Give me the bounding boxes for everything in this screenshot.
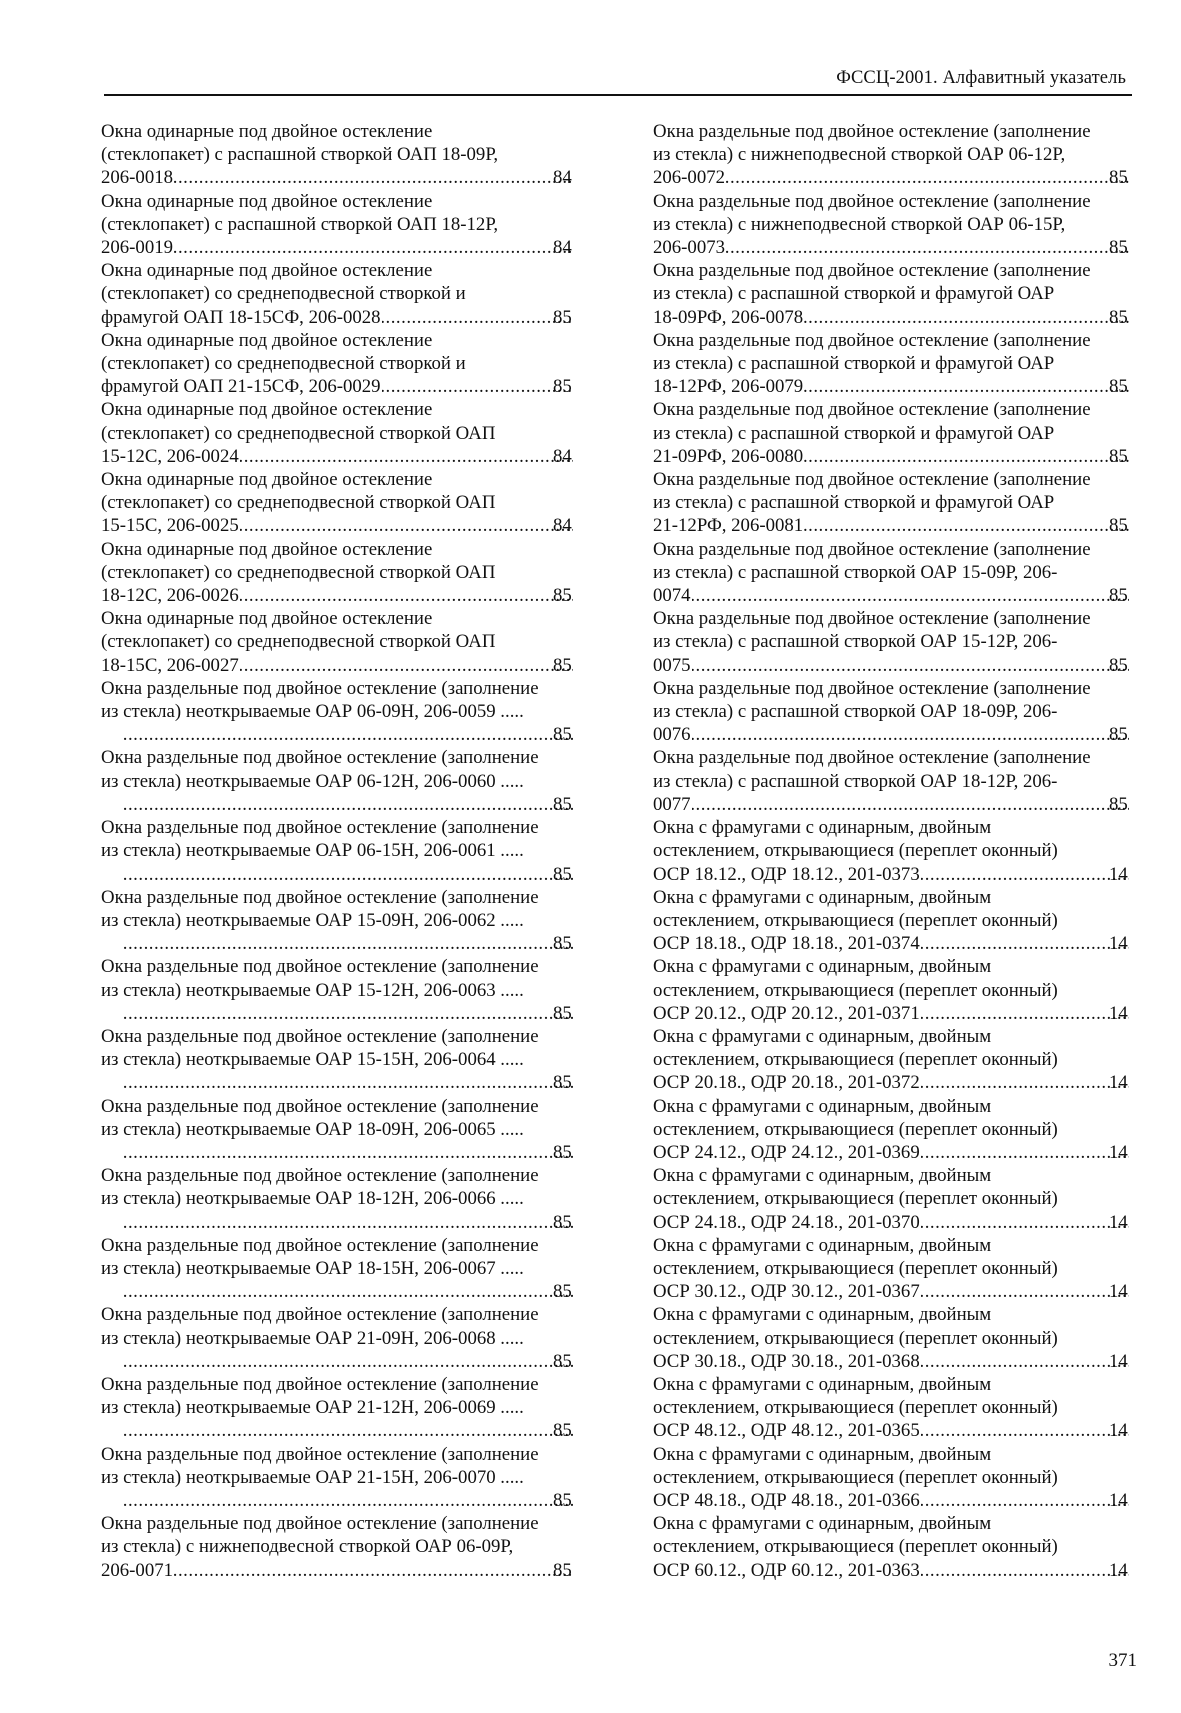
- entry-text-line: (стеклопакет) со среднеподвесной створкой ОАП: [101, 561, 496, 583]
- entry-code: 21-09РФ, 206-0080: [653, 445, 804, 467]
- entry-text-line: Окна раздельные под двойное остекление (заполнение: [101, 886, 539, 908]
- entry-text-line: Окна с фрамугами с одинарным, двойным: [653, 1443, 992, 1465]
- entry-code: 18-12РФ, 206-0079: [653, 376, 804, 398]
- entry-text-line: из стекла) с нижнеподвесной створкой ОАР 06-09Р,: [101, 1536, 514, 1558]
- entry-reference-line: 18-15С, 206-0027 ..... 85: [123, 654, 575, 677]
- index-entry: [653, 259, 1131, 329]
- dot-leader: [804, 375, 1129, 398]
- entry-reference-line: ..... 85: [123, 1071, 575, 1094]
- entry-reference-line: ..... 85: [123, 932, 575, 955]
- entry-code: ОСР 24.12., ОДР 24.12., 201-0369: [653, 1141, 920, 1163]
- entry-text-line: из стекла) с распашной створкой и фрамугой ОАР: [653, 283, 1055, 305]
- entry-text-line: из стекла) неоткрываемые ОАР 18-15Н, 206-0067 .....: [101, 1257, 524, 1279]
- entry-reference-line: 206-0018 ..... 84: [123, 166, 575, 189]
- entry-code: фрамугой ОАП 21-15СФ, 206-0029: [101, 376, 381, 398]
- index-entry: [101, 120, 575, 190]
- entry-text-line: остеклением, открывающиеся (переплет оконный): [653, 1118, 1058, 1140]
- dot-leader: [240, 584, 573, 607]
- index-entry: [101, 190, 575, 260]
- index-entry: [653, 190, 1131, 260]
- index-column-right: [653, 120, 1131, 1582]
- entry-text-line: Окна одинарные под двойное остекление: [101, 329, 433, 351]
- entry-text-line: из стекла) с распашной створкой ОАР 18-09Р, 206-: [653, 701, 1058, 723]
- entry-code: 18-12С, 206-0026: [101, 585, 239, 607]
- entry-text-line: Окна раздельные под двойное остекление (заполнение: [101, 1095, 539, 1117]
- index-entry: [101, 468, 575, 538]
- page-header: [104, 66, 1132, 96]
- dot-leader: [921, 1350, 1129, 1373]
- entry-text-line: из стекла) с распашной створкой и фрамугой ОАР: [653, 422, 1055, 444]
- entry-reference-line: 0077 ..... 85: [675, 793, 1131, 816]
- entry-code: ОСР 18.18., ОДР 18.18., 201-0374: [653, 933, 920, 955]
- entry-text-line: из стекла) неоткрываемые ОАР 15-15Н, 206-0064 .....: [101, 1049, 524, 1071]
- dot-leader: [921, 1071, 1129, 1094]
- entry-text-line: (стеклопакет) с распашной створкой ОАП 18-09Р,: [101, 144, 499, 166]
- dot-leader: [921, 932, 1129, 955]
- entry-text-line: Окна одинарные под двойное остекление: [101, 121, 433, 142]
- entry-reference-line: ОСР 20.12., ОДР 20.12., 201-0371 ..... 14: [675, 1002, 1131, 1025]
- entry-reference-line: ..... 85: [123, 793, 575, 816]
- entry-text-line: из стекла) с распашной створкой ОАР 15-12Р, 206-: [653, 631, 1058, 653]
- entry-text-line: из стекла) неоткрываемые ОАР 21-09Н, 206-0068 .....: [101, 1327, 524, 1349]
- index-entry: [653, 1095, 1131, 1165]
- entry-code: 18-15С, 206-0027: [101, 654, 239, 676]
- index-entry: [653, 816, 1131, 886]
- entry-text-line: Окна раздельные под двойное остекление (заполнение: [653, 260, 1091, 282]
- entry-code: ОСР 30.12., ОДР 30.12., 201-0367: [653, 1281, 920, 1303]
- entry-text-line: Окна с фрамугами с одинарным, двойным: [653, 1373, 992, 1395]
- index-entry: [101, 329, 575, 399]
- entry-text-line: из стекла) неоткрываемые ОАР 06-12Н, 206-0060 .....: [101, 770, 524, 792]
- dot-leader: [692, 584, 1129, 607]
- index-entry: [653, 468, 1131, 538]
- dot-leader: [240, 514, 573, 537]
- entry-text-line: Окна с фрамугами с одинарным, двойным: [653, 1513, 992, 1535]
- index-entry: [101, 1512, 575, 1582]
- entry-text-line: из стекла) неоткрываемые ОАР 18-12Н, 206-0066 .....: [101, 1188, 524, 1210]
- dot-leader: [382, 306, 573, 329]
- entry-text-line: (стеклопакет) со среднеподвесной створкой и: [101, 353, 466, 375]
- entry-reference-line: 18-12РФ, 206-0079 ..... 85: [675, 375, 1131, 398]
- dot-leader: [921, 1002, 1129, 1025]
- index-entry: [653, 1303, 1131, 1373]
- dot-leader: [921, 863, 1129, 886]
- index-entry: [101, 816, 575, 886]
- entry-code: 206-0073: [653, 237, 725, 259]
- index-entry: [653, 886, 1131, 956]
- entry-reference-line: 0076 ..... 85: [675, 723, 1131, 746]
- entry-text-line: Окна раздельные под двойное остекление (заполнение: [101, 1234, 539, 1256]
- index-entry: [653, 955, 1131, 1025]
- dot-leader: [921, 1489, 1129, 1512]
- entry-text-line: Окна раздельные под двойное остекление (заполнение: [653, 747, 1091, 769]
- entry-code: ОСР 20.18., ОДР 20.18., 201-0372: [653, 1072, 920, 1094]
- entry-reference-line: ..... 85: [123, 863, 575, 886]
- entry-text-line: Окна с фрамугами с одинарным, двойным: [653, 1304, 992, 1326]
- entry-reference-line: ОСР 30.18., ОДР 30.18., 201-0368 ..... 14: [675, 1350, 1131, 1373]
- entry-text-line: Окна одинарные под двойное остекление: [101, 190, 433, 212]
- index-entry: [653, 538, 1131, 608]
- entry-reference-line: ОСР 60.12., ОДР 60.12., 201-0363 ..... 14: [675, 1559, 1131, 1582]
- entry-reference-line: ..... 85: [123, 723, 575, 746]
- entry-text-line: Окна раздельные под двойное остекление (заполнение: [101, 817, 539, 839]
- entry-text-line: Окна одинарные под двойное остекление: [101, 260, 433, 282]
- entry-text-line: (стеклопакет) со среднеподвесной створкой ОАП: [101, 631, 496, 653]
- entry-text-line: Окна раздельные под двойное остекление (заполнение: [101, 1373, 539, 1395]
- entry-text-line: Окна раздельные под двойное остекление (заполнение: [653, 538, 1091, 560]
- dot-leader: [692, 654, 1129, 677]
- entry-text-line: из стекла) неоткрываемые ОАР 06-09Н, 206-0059 .....: [101, 701, 524, 723]
- entry-code: ОСР 24.18., ОДР 24.18., 201-0370: [653, 1211, 920, 1233]
- entry-text-line: Окна раздельные под двойное остекление (заполнение: [653, 469, 1091, 491]
- entry-text-line: из стекла) неоткрываемые ОАР 15-12Н, 206-0063 .....: [101, 979, 524, 1001]
- entry-text-line: из стекла) с нижнеподвесной створкой ОАР 06-12Р,: [653, 144, 1066, 166]
- index-entry: [653, 1512, 1131, 1582]
- entry-code: фрамугой ОАП 18-15СФ, 206-0028: [101, 306, 381, 328]
- dot-leader: [124, 1071, 573, 1094]
- entry-code: 206-0071: [101, 1559, 173, 1581]
- entry-text-line: Окна раздельные под двойное остекление (заполнение: [653, 329, 1091, 351]
- entry-text-line: из стекла) неоткрываемые ОАР 15-09Н, 206-0062 .....: [101, 909, 524, 931]
- index-entry: [101, 1164, 575, 1234]
- entry-text-line: из стекла) неоткрываемые ОАР 06-15Н, 206-0061 .....: [101, 840, 524, 862]
- entry-text-line: Окна раздельные под двойное остекление (заполнение: [653, 608, 1091, 630]
- entry-text-line: Окна раздельные под двойное остекление (заполнение: [653, 121, 1091, 142]
- entry-reference-line: 15-15С, 206-0025 ..... 84: [123, 514, 575, 537]
- entry-text-line: (стеклопакет) со среднеподвесной створкой ОАП: [101, 492, 496, 514]
- dot-leader: [124, 723, 573, 746]
- index-entry: [653, 120, 1131, 190]
- dot-leader: [692, 793, 1129, 816]
- index-entry: [101, 886, 575, 956]
- entry-reference-line: 21-12РФ, 206-0081 ..... 85: [675, 514, 1131, 537]
- dot-leader: [921, 1419, 1129, 1442]
- dot-leader: [124, 1141, 573, 1164]
- dot-leader: [692, 723, 1129, 746]
- dot-leader: [124, 1280, 573, 1303]
- entry-reference-line: ОСР 24.18., ОДР 24.18., 201-0370 ..... 14: [675, 1211, 1131, 1234]
- entry-text-line: (стеклопакет) со среднеподвесной створкой и: [101, 283, 466, 305]
- dot-leader: [174, 236, 573, 259]
- entry-text-line: Окна раздельные под двойное остекление (заполнение: [101, 1443, 539, 1465]
- entry-text-line: из стекла) с распашной створкой ОАР 15-09Р, 206-: [653, 561, 1058, 583]
- index-entry: [653, 1443, 1131, 1513]
- entry-reference-line: фрамугой ОАП 21-15СФ, 206-0029 ..... 85: [123, 375, 575, 398]
- entry-code: 0074: [653, 585, 691, 607]
- dot-leader: [124, 1211, 573, 1234]
- entry-text-line: из стекла) неоткрываемые ОАР 21-12Н, 206-0069 .....: [101, 1397, 524, 1419]
- entry-reference-line: 0074 ..... 85: [675, 584, 1131, 607]
- entry-text-line: Окна раздельные под двойное остекление (заполнение: [101, 747, 539, 769]
- entry-reference-line: 206-0073 ..... 85: [675, 236, 1131, 259]
- entry-reference-line: ОСР 18.12., ОДР 18.12., 201-0373 ..... 14: [675, 863, 1131, 886]
- dot-leader: [804, 306, 1129, 329]
- entry-text-line: из стекла) с распашной створкой ОАР 18-12Р, 206-: [653, 770, 1058, 792]
- index-entry: [101, 1303, 575, 1373]
- entry-code: 0075: [653, 654, 691, 676]
- entry-text-line: Окна с фрамугами с одинарным, двойным: [653, 1025, 992, 1047]
- entry-text-line: из стекла) с распашной створкой и фрамугой ОАР: [653, 353, 1055, 375]
- index-entry: [101, 1025, 575, 1095]
- entry-reference-line: ОСР 24.12., ОДР 24.12., 201-0369 ..... 14: [675, 1141, 1131, 1164]
- entry-code: 15-15С, 206-0025: [101, 515, 239, 537]
- dot-leader: [124, 1489, 573, 1512]
- entry-reference-line: 18-09РФ, 206-0078 ..... 85: [675, 306, 1131, 329]
- entry-code: 0077: [653, 793, 691, 815]
- index-entry: [653, 746, 1131, 816]
- dot-leader: [804, 445, 1129, 468]
- index-entry: [653, 1164, 1131, 1234]
- entry-reference-line: ..... 85: [123, 1141, 575, 1164]
- entry-text-line: Окна одинарные под двойное остекление: [101, 469, 433, 491]
- entry-text-line: Окна раздельные под двойное остекление (заполнение: [653, 399, 1091, 421]
- entry-text-line: Окна раздельные под двойное остекление (заполнение: [101, 1165, 539, 1187]
- entry-code: ОСР 60.12., ОДР 60.12., 201-0363: [653, 1559, 920, 1581]
- entry-text-line: Окна одинарные под двойное остекление: [101, 608, 433, 630]
- page-number: 371: [1108, 1650, 1137, 1671]
- index-entry: [653, 1373, 1131, 1443]
- entry-reference-line: ОСР 20.18., ОДР 20.18., 201-0372 ..... 14: [675, 1071, 1131, 1094]
- entry-reference-line: 21-09РФ, 206-0080 ..... 85: [675, 445, 1131, 468]
- entry-text-line: остеклением, открывающиеся (переплет оконный): [653, 1327, 1058, 1349]
- entry-text-line: Окна раздельные под двойное остекление (заполнение: [101, 1025, 539, 1047]
- entry-reference-line: ..... 85: [123, 1419, 575, 1442]
- entry-text-line: Окна раздельные под двойное остекление (заполнение: [653, 677, 1091, 699]
- entry-text-line: (стеклопакет) с распашной створкой ОАП 18-12Р,: [101, 213, 499, 235]
- entry-code: 15-12С, 206-0024: [101, 445, 239, 467]
- entry-reference-line: 206-0071 ..... 85: [123, 1559, 575, 1582]
- entry-reference-line: ..... 85: [123, 1489, 575, 1512]
- entry-reference-line: 206-0019 ..... 84: [123, 236, 575, 259]
- entry-reference-line: ОСР 48.12., ОДР 48.12., 201-0365 ..... 14: [675, 1419, 1131, 1442]
- index-entry: [101, 955, 575, 1025]
- dot-leader: [921, 1559, 1129, 1582]
- entry-text-line: остеклением, открывающиеся (переплет оконный): [653, 1466, 1058, 1488]
- entry-text-line: остеклением, открывающиеся (переплет оконный): [653, 1397, 1058, 1419]
- entry-reference-line: ..... 85: [123, 1280, 575, 1303]
- entry-code: 18-09РФ, 206-0078: [653, 306, 804, 328]
- entry-text-line: Окна с фрамугами с одинарным, двойным: [653, 886, 992, 908]
- index-entry: [101, 1373, 575, 1443]
- entry-text-line: Окна раздельные под двойное остекление (заполнение: [101, 956, 539, 978]
- entry-reference-line: ..... 85: [123, 1211, 575, 1234]
- entry-code: ОСР 20.12., ОДР 20.12., 201-0371: [653, 1002, 920, 1024]
- entry-code: 206-0018: [101, 167, 173, 189]
- entry-reference-line: 15-12С, 206-0024 ..... 84: [123, 445, 575, 468]
- entry-reference-line: ОСР 30.12., ОДР 30.12., 201-0367 ..... 14: [675, 1280, 1131, 1303]
- entry-text-line: остеклением, открывающиеся (переплет оконный): [653, 1188, 1058, 1210]
- entry-reference-line: 0075 ..... 85: [675, 654, 1131, 677]
- entry-code: ОСР 18.12., ОДР 18.12., 201-0373: [653, 863, 920, 885]
- entry-text-line: Окна одинарные под двойное остекление: [101, 399, 433, 421]
- entry-code: 0076: [653, 724, 691, 746]
- entry-text-line: из стекла) неоткрываемые ОАР 21-15Н, 206-0070 .....: [101, 1466, 524, 1488]
- dot-leader: [804, 514, 1129, 537]
- index-entry: [653, 329, 1131, 399]
- index-entry: [101, 1095, 575, 1165]
- entry-text-line: Окна с фрамугами с одинарным, двойным: [653, 1165, 992, 1187]
- entry-code: 206-0072: [653, 167, 725, 189]
- entry-text-line: остеклением, открывающиеся (переплет оконный): [653, 1049, 1058, 1071]
- entry-text-line: (стеклопакет) со среднеподвесной створкой ОАП: [101, 422, 496, 444]
- dot-leader: [124, 863, 573, 886]
- dot-leader: [921, 1141, 1129, 1164]
- entry-reference-line: ..... 85: [123, 1002, 575, 1025]
- entry-code: ОСР 48.12., ОДР 48.12., 201-0365: [653, 1420, 920, 1442]
- index-column-left: [101, 120, 575, 1582]
- index-entry: [101, 677, 575, 747]
- index-entry: [101, 259, 575, 329]
- index-entry: [101, 607, 575, 677]
- dot-leader: [124, 1002, 573, 1025]
- entry-code: ОСР 48.18., ОДР 48.18., 201-0366: [653, 1489, 920, 1511]
- entry-text-line: остеклением, открывающиеся (переплет оконный): [653, 840, 1058, 862]
- entry-text-line: Окна с фрамугами с одинарным, двойным: [653, 956, 992, 978]
- entry-text-line: Окна раздельные под двойное остекление (заполнение: [101, 1513, 539, 1535]
- dot-leader: [174, 1559, 573, 1582]
- dot-leader: [921, 1280, 1129, 1303]
- dot-leader: [240, 654, 573, 677]
- entry-text-line: Окна раздельные под двойное остекление (заполнение: [653, 190, 1091, 212]
- entry-reference-line: 206-0072 ..... 85: [675, 166, 1131, 189]
- index-entry: [653, 398, 1131, 468]
- entry-reference-line: 18-12С, 206-0026 ..... 85: [123, 584, 575, 607]
- dot-leader: [382, 375, 573, 398]
- dot-leader: [124, 1350, 573, 1373]
- dot-leader: [174, 166, 573, 189]
- entry-text-line: остеклением, открывающиеся (переплет оконный): [653, 909, 1058, 931]
- index-entry: [101, 1234, 575, 1304]
- entry-text-line: Окна с фрамугами с одинарным, двойным: [653, 1095, 992, 1117]
- dot-leader: [124, 793, 573, 816]
- entry-text-line: Окна с фрамугами с одинарным, двойным: [653, 1234, 992, 1256]
- dot-leader: [240, 445, 573, 468]
- entry-text-line: остеклением, открывающиеся (переплет оконный): [653, 979, 1058, 1001]
- entry-reference-line: ОСР 48.18., ОДР 48.18., 201-0366 ..... 14: [675, 1489, 1131, 1512]
- entry-text-line: остеклением, открывающиеся (переплет оконный): [653, 1536, 1058, 1558]
- index-entry: [101, 398, 575, 468]
- entry-reference-line: фрамугой ОАП 18-15СФ, 206-0028 ..... 85: [123, 306, 575, 329]
- index-entry: [653, 1025, 1131, 1095]
- entry-text-line: из стекла) с распашной створкой и фрамугой ОАР: [653, 492, 1055, 514]
- entry-text-line: Окна с фрамугами с одинарным, двойным: [653, 817, 992, 839]
- index-entry: [653, 677, 1131, 747]
- dot-leader: [124, 932, 573, 955]
- entry-text-line: остеклением, открывающиеся (переплет оконный): [653, 1257, 1058, 1279]
- dot-leader: [124, 1419, 573, 1442]
- entry-code: ОСР 30.18., ОДР 30.18., 201-0368: [653, 1350, 920, 1372]
- index-entry: [653, 607, 1131, 677]
- index-entry: [101, 1443, 575, 1513]
- dot-leader: [726, 166, 1129, 189]
- entry-text-line: из стекла) с нижнеподвесной створкой ОАР 06-15Р,: [653, 213, 1066, 235]
- dot-leader: [921, 1211, 1129, 1234]
- entry-reference-line: ОСР 18.18., ОДР 18.18., 201-0374 ..... 14: [675, 932, 1131, 955]
- index-entry: [101, 538, 575, 608]
- entry-text-line: Окна раздельные под двойное остекление (заполнение: [101, 1304, 539, 1326]
- entry-reference-line: ..... 85: [123, 1350, 575, 1373]
- entry-text-line: Окна раздельные под двойное остекление (заполнение: [101, 677, 539, 699]
- index-entry: [101, 746, 575, 816]
- index-entry: [653, 1234, 1131, 1304]
- entry-text-line: Окна одинарные под двойное остекление: [101, 538, 433, 560]
- entry-code: 206-0019: [101, 237, 173, 259]
- dot-leader: [726, 236, 1129, 259]
- entry-text-line: из стекла) неоткрываемые ОАР 18-09Н, 206-0065 .....: [101, 1118, 524, 1140]
- running-title: ФССЦ-2001. Алфавитный указатель: [836, 68, 1126, 88]
- entry-code: 21-12РФ, 206-0081: [653, 515, 804, 537]
